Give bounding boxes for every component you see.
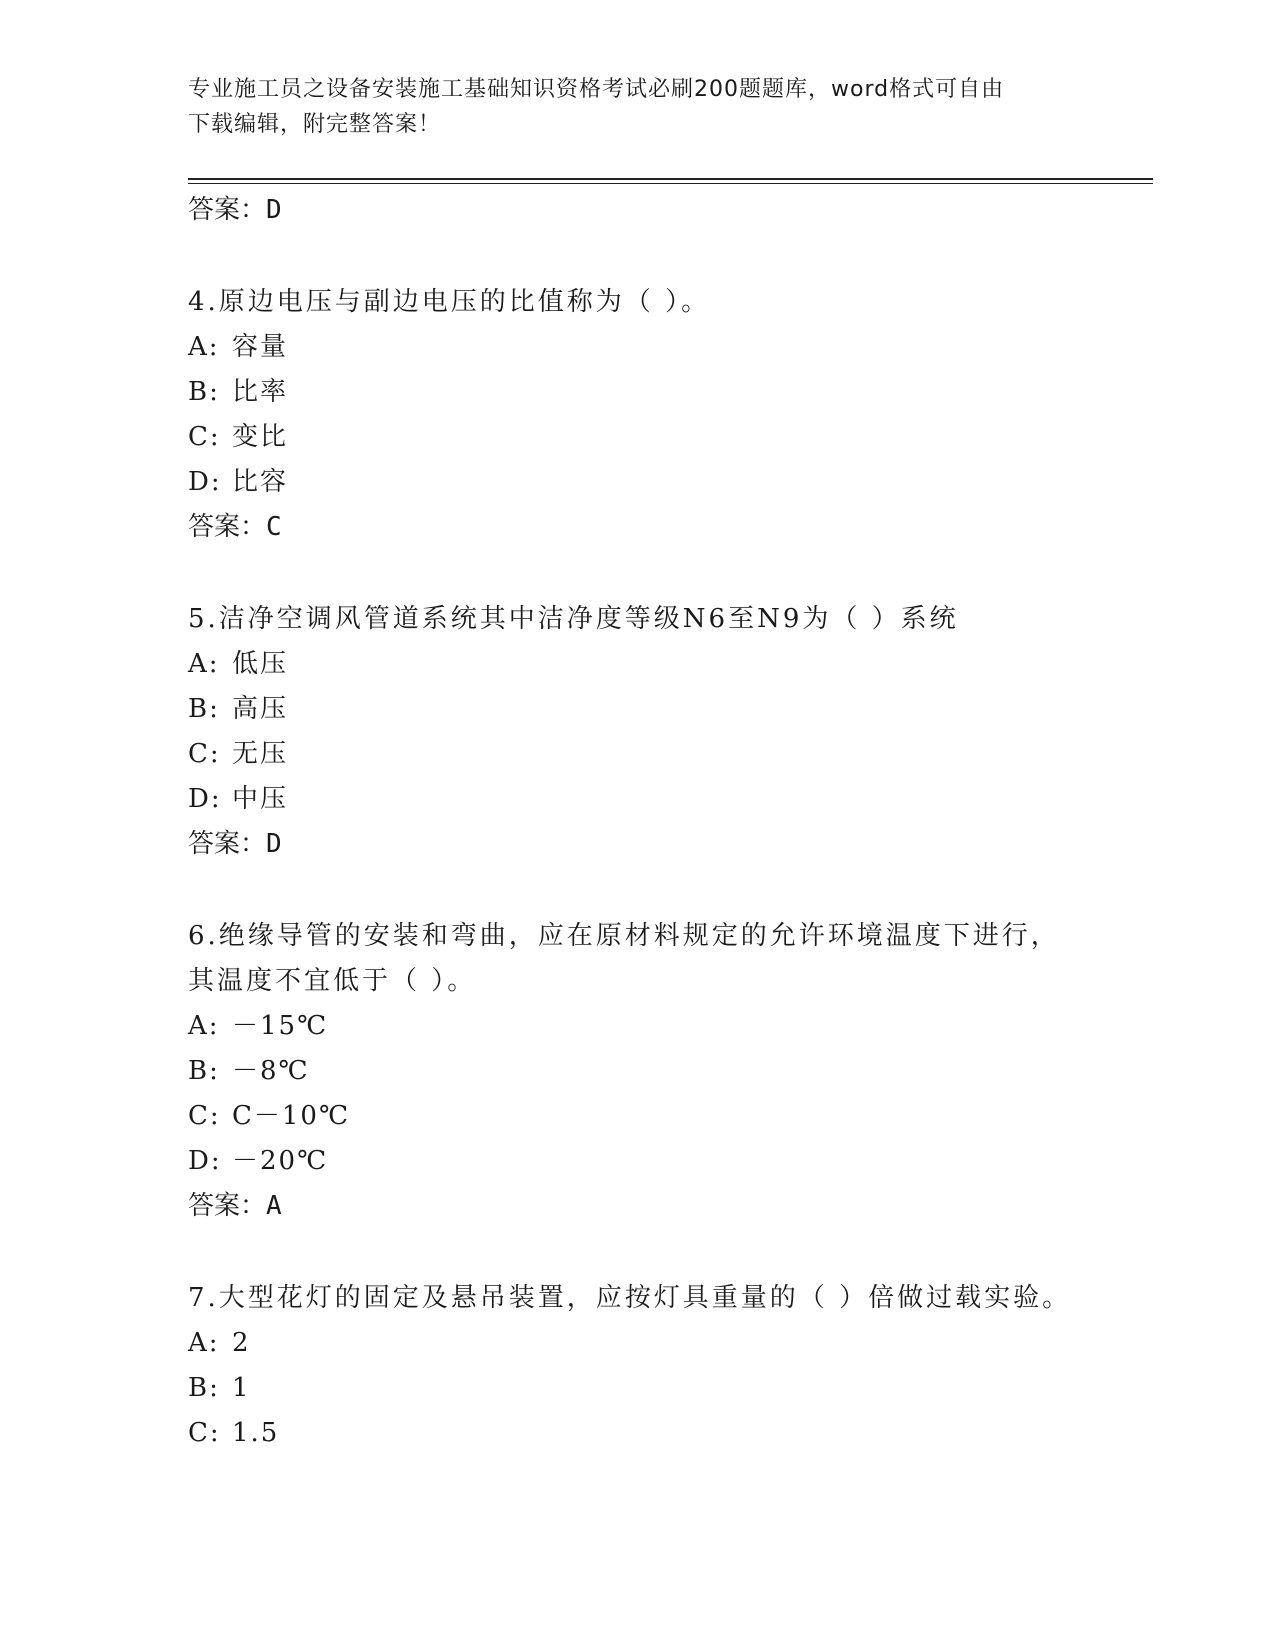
option-a — [188, 642, 1138, 687]
option-d — [188, 777, 1138, 822]
answer-value: D — [266, 195, 282, 225]
option-b — [188, 687, 1138, 732]
answer — [188, 822, 1138, 867]
option-text: －15℃ — [232, 1011, 329, 1041]
answer — [188, 1184, 1138, 1229]
question-6 — [188, 914, 1138, 1229]
option-d — [188, 460, 1138, 505]
option-b — [188, 1049, 1138, 1094]
answer-label: 答案： — [188, 195, 267, 225]
question-4 — [188, 280, 1138, 550]
option-text: C－10℃ — [232, 1101, 351, 1131]
option-text: 中压 — [232, 784, 289, 814]
answer-label: 答案： — [188, 1191, 267, 1221]
option-letter: C: — [188, 422, 221, 452]
answer-value: A — [266, 1191, 282, 1221]
option-text: 1.5 — [232, 1418, 280, 1448]
option-text: 2 — [232, 1328, 251, 1358]
option-letter: C: — [188, 1418, 221, 1448]
option-text: 容量 — [232, 332, 289, 362]
document-header — [188, 72, 1088, 142]
option-letter: B: — [188, 694, 220, 724]
header-title-line-1: 专业施工员之设备安装施工基础知识资格考试必刷200题题库，word格式可自由 — [188, 77, 1005, 102]
option-letter: A: — [188, 649, 220, 679]
answer — [188, 505, 1138, 550]
spacer — [188, 233, 1138, 280]
spacer — [188, 1229, 1138, 1276]
option-c — [188, 1411, 1138, 1456]
option-letter: D: — [188, 467, 222, 497]
answer-label: 答案： — [188, 829, 267, 859]
header-divider-thick — [188, 178, 1153, 180]
question-text: 4.原边电压与副边电压的比值称为（ ）。 — [188, 287, 711, 317]
spacer — [188, 550, 1138, 597]
spacer — [188, 867, 1138, 914]
question-text-line-2: 其温度不宜低于（ ）。 — [188, 966, 477, 996]
option-c — [188, 415, 1138, 460]
header-title-line-2: 下载编辑，附完整答案！ — [188, 112, 442, 137]
question-list — [188, 188, 1138, 1456]
option-text: 1 — [232, 1373, 251, 1403]
question-text: 7.大型花灯的固定及悬吊装置，应按灯具重量的（ ）倍做过载实验。 — [188, 1283, 1072, 1313]
option-letter: C: — [188, 739, 221, 769]
option-c — [188, 732, 1138, 777]
option-b — [188, 370, 1138, 415]
option-b — [188, 1366, 1138, 1411]
answer-prev — [188, 188, 1138, 233]
answer-value: C — [266, 512, 282, 542]
option-text: －20℃ — [232, 1146, 329, 1176]
option-letter: D: — [188, 784, 222, 814]
option-a — [188, 1004, 1138, 1049]
option-text: 高压 — [232, 694, 289, 724]
question-5 — [188, 597, 1138, 867]
option-text: －8℃ — [232, 1056, 310, 1086]
question-text-line-1: 6.绝缘导管的安装和弯曲，应在原材料规定的允许环境温度下进行， — [188, 921, 1060, 951]
option-text: 比容 — [232, 467, 289, 497]
option-letter: D: — [188, 1146, 222, 1176]
question-text: 5.洁净空调风管道系统其中洁净度等级N6至N9为（ ）系统 — [188, 604, 959, 634]
option-text: 比率 — [232, 377, 289, 407]
option-letter: A: — [188, 1328, 220, 1358]
option-letter: A: — [188, 1011, 220, 1041]
option-letter: A: — [188, 332, 220, 362]
option-letter: C: — [188, 1101, 221, 1131]
option-text: 无压 — [232, 739, 289, 769]
option-letter: B: — [188, 377, 220, 407]
option-text: 低压 — [232, 649, 289, 679]
answer-value: D — [266, 829, 282, 859]
option-letter: B: — [188, 1056, 220, 1086]
option-text: 变比 — [232, 422, 289, 452]
option-d — [188, 1139, 1138, 1184]
option-letter: B: — [188, 1373, 220, 1403]
header-divider-thin — [188, 183, 1153, 184]
option-c — [188, 1094, 1138, 1139]
answer-label: 答案： — [188, 512, 267, 542]
option-a — [188, 325, 1138, 370]
option-a — [188, 1321, 1138, 1366]
question-7 — [188, 1276, 1138, 1456]
